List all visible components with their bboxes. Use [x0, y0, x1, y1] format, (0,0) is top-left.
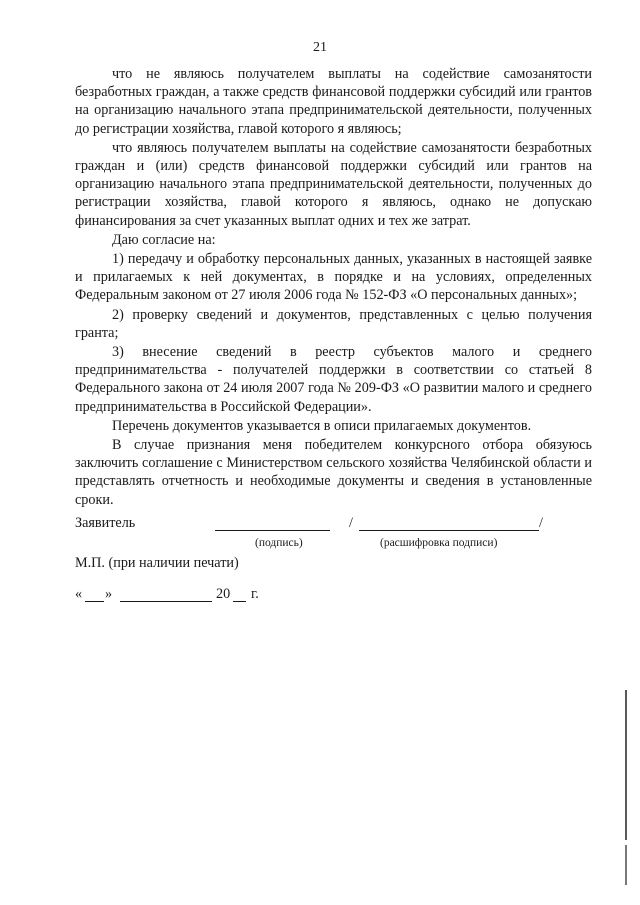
date-row [75, 586, 595, 608]
stamp-label: М.П. (при наличии печати) [75, 555, 239, 571]
date-year-line [233, 601, 246, 602]
applicant-label: Заявитель [75, 515, 136, 531]
paragraph-not-recipient: что не являюсь получателем выплаты на содействие самозанятости безработных граждан, а также средств финансовой поддержки субсидий или грантов на организацию начального этапа предпринимательской деятельности, полученных до регистрации хозяйства, главой которого я являюсь; [75, 66, 592, 137]
date-open-quote: « [75, 586, 83, 602]
caption-name-decoding: (расшифровка подписи) [380, 537, 498, 549]
signature-captions [75, 537, 595, 553]
paragraph-consent-item-3: 3) внесение сведений в реестр субъектов малого и среднего предпринимательства - получателей поддержки в соответствии со статьей 8 Федерального закона от 24 июля 2007 года № 209-ФЗ «О развитии малого и среднего предпринимательства в Российской Федерации». [75, 344, 592, 415]
scan-edge-mark [625, 845, 627, 885]
slash-right: / [539, 515, 543, 531]
signature-block [75, 515, 595, 608]
name-decoding-line [359, 530, 539, 531]
paragraph-consent-intro: Даю согласие на: [112, 231, 216, 248]
scan-edge-mark [625, 690, 627, 840]
signature-line [215, 530, 330, 531]
paragraph-documents-list: Перечень документов указывается в описи прилагаемых документов. [112, 417, 532, 434]
signature-row [75, 515, 595, 537]
slash-left: / [349, 515, 353, 531]
paragraph-is-recipient: что являюсь получателем выплаты на содействие самозанятости безработных граждан и (или) средств финансовой поддержки субсидий или грантов на организацию начального этапа предпринимательской деятельности, полученных до регистрации хозяйства, главой которого я являюсь, однако не допускаю финансирования за счет указанных выплат одних и тех же затрат. [75, 139, 592, 229]
date-close-quote: » [105, 586, 113, 602]
paragraph-obligation: В случае признания меня победителем конкурсного отбора обязуюсь заключить соглашение с Министерством сельского хозяйства Челябинской области и представлять отчетность и необходимые документы и сведения в установленные сроки. [75, 437, 592, 508]
paragraph-consent-item-2: 2) проверку сведений и документов, представленных с целью получения гранта; [75, 306, 592, 341]
date-year-suffix: г. [251, 586, 259, 602]
page-number: 21 [313, 40, 327, 55]
date-year-prefix: 20 [216, 586, 231, 602]
date-month-line [120, 601, 212, 602]
paragraph-consent-item-1: 1) передачу и обработку персональных данных, указанных в настоящей заявке и прилагаемых к ней документах, в порядке и на условиях, определенных Федеральным законом от 27 июля 2006 года № 152-ФЗ «О персональных данных»; [75, 251, 592, 304]
caption-signature: (подпись) [255, 537, 303, 549]
document-body [75, 65, 592, 509]
date-day-line [85, 601, 104, 602]
